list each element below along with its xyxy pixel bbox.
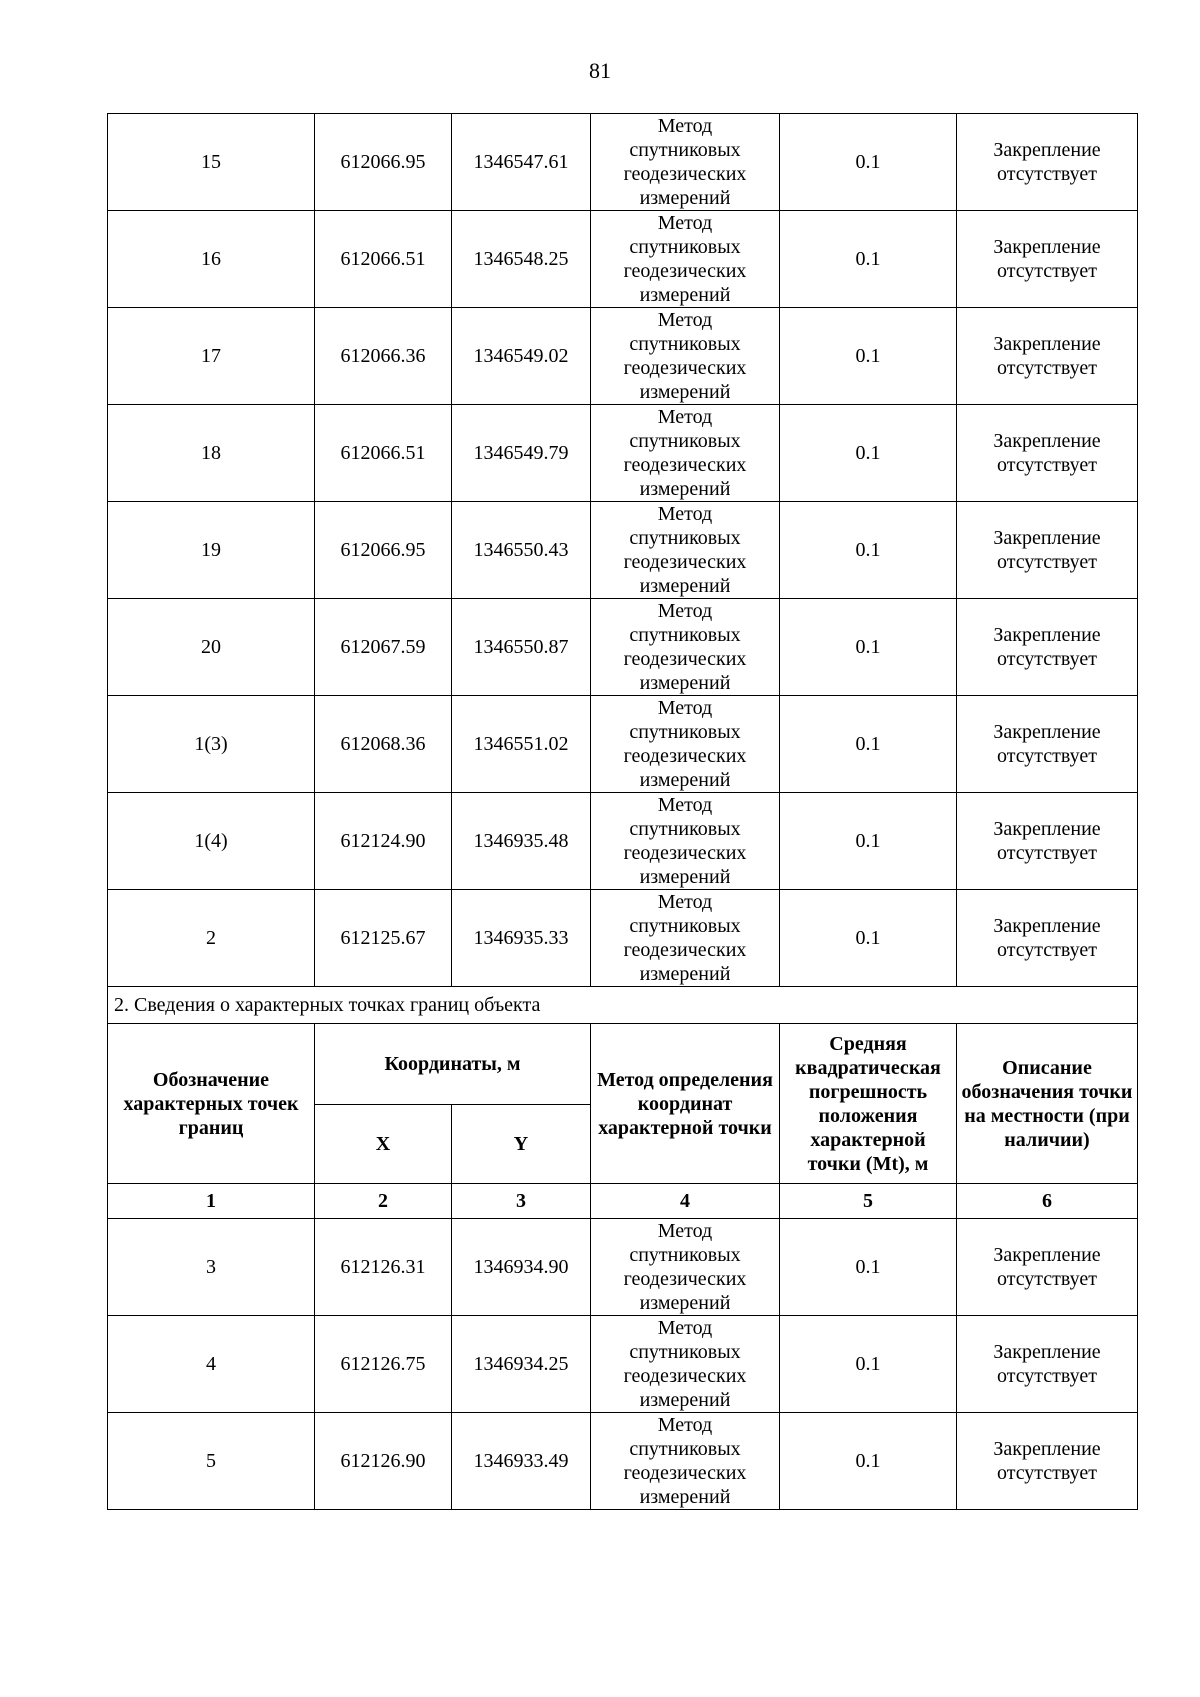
method-text-line: геодезических	[623, 648, 747, 670]
method-text-line: Метод	[657, 794, 713, 816]
fixing-text-line: Закрепление	[993, 333, 1101, 355]
boundary-points-table	[107, 113, 1138, 1510]
method-cell	[591, 1316, 780, 1413]
x-cell: 612126.31	[315, 1219, 452, 1316]
method-cell	[591, 696, 780, 793]
method-text-line: Метод	[657, 891, 713, 913]
mt-cell: 0.1	[780, 696, 957, 793]
method-cell	[591, 502, 780, 599]
fixing-text-line: Закрепление	[993, 1341, 1101, 1363]
fixing-cell	[957, 599, 1138, 696]
point-cell: 18	[108, 405, 315, 502]
fixing-cell	[957, 502, 1138, 599]
method-cell	[591, 1413, 780, 1510]
method-text-line: Метод	[657, 503, 713, 525]
y-cell: 1346549.79	[452, 405, 591, 502]
table-row	[108, 1413, 1138, 1510]
fixing-text-line: отсутствует	[996, 745, 1098, 767]
method-text-line: спутниковых	[629, 236, 741, 258]
method-text-line: спутниковых	[629, 430, 741, 452]
fixing-text-line: Закрепление	[993, 1438, 1101, 1460]
method-text-line: Метод	[657, 1414, 713, 1436]
method-text-line: геодезических	[623, 1462, 747, 1484]
method-cell	[591, 599, 780, 696]
method-text-line: геодезических	[623, 551, 747, 573]
y-cell: 1346548.25	[452, 211, 591, 308]
section-title-row	[108, 987, 1138, 1024]
fixing-cell	[957, 211, 1138, 308]
point-cell: 2	[108, 890, 315, 987]
fixing-cell	[957, 308, 1138, 405]
mt-cell: 0.1	[780, 308, 957, 405]
section-header	[108, 987, 1138, 1219]
header-mean-error: Средняя квадратическая погрешность положения характерной точки (Mt), м	[780, 1024, 957, 1184]
method-text-line: геодезических	[623, 1268, 747, 1290]
table-row	[108, 890, 1138, 987]
method-text-line: измерений	[639, 284, 731, 306]
header-row-top	[108, 1024, 1138, 1105]
fixing-text-line: отсутствует	[996, 357, 1098, 379]
method-text-line: спутниковых	[629, 721, 741, 743]
x-cell: 612126.75	[315, 1316, 452, 1413]
x-cell: 612067.59	[315, 599, 452, 696]
fixing-text-line: отсутствует	[996, 551, 1098, 573]
x-cell: 612066.95	[315, 114, 452, 211]
point-cell: 1(3)	[108, 696, 315, 793]
fixing-text-line: Закрепление	[993, 139, 1101, 161]
y-cell: 1346550.43	[452, 502, 591, 599]
fixing-text-line: отсутствует	[996, 1462, 1098, 1484]
method-text-line: геодезических	[623, 260, 747, 282]
x-cell: 612066.95	[315, 502, 452, 599]
method-text-line: измерений	[639, 963, 731, 985]
method-text-line: измерений	[639, 381, 731, 403]
method-text-line: измерений	[639, 478, 731, 500]
method-cell	[591, 114, 780, 211]
fixing-cell	[957, 793, 1138, 890]
y-cell: 1346935.33	[452, 890, 591, 987]
method-text-line: спутниковых	[629, 1244, 741, 1266]
method-text-line: спутниковых	[629, 915, 741, 937]
point-cell: 1(4)	[108, 793, 315, 890]
fixing-text-line: Закрепление	[993, 527, 1101, 549]
method-cell	[591, 405, 780, 502]
x-cell: 612126.90	[315, 1413, 452, 1510]
fixing-text-line: отсутствует	[996, 260, 1098, 282]
fixing-text-line: отсутствует	[996, 163, 1098, 185]
rows-before-section	[108, 114, 1138, 987]
point-cell: 3	[108, 1219, 315, 1316]
mt-cell: 0.1	[780, 1316, 957, 1413]
fixing-cell	[957, 1413, 1138, 1510]
table-row	[108, 308, 1138, 405]
fixing-text-line: Закрепление	[993, 430, 1101, 452]
method-text-line: Метод	[657, 600, 713, 622]
x-cell: 612124.90	[315, 793, 452, 890]
column-number: 1	[108, 1184, 315, 1219]
x-cell: 612066.36	[315, 308, 452, 405]
y-cell: 1346933.49	[452, 1413, 591, 1510]
method-text-line: Метод	[657, 1317, 713, 1339]
method-text-line: геодезических	[623, 1365, 747, 1387]
point-cell: 4	[108, 1316, 315, 1413]
fixing-text-line: Закрепление	[993, 818, 1101, 840]
method-text-line: геодезических	[623, 357, 747, 379]
y-cell: 1346551.02	[452, 696, 591, 793]
mt-cell: 0.1	[780, 211, 957, 308]
mt-cell: 0.1	[780, 1413, 957, 1510]
point-cell: 5	[108, 1413, 315, 1510]
table-row	[108, 793, 1138, 890]
method-text-line: Метод	[657, 309, 713, 331]
method-cell	[591, 211, 780, 308]
method-text-line: измерений	[639, 866, 731, 888]
method-text-line: измерений	[639, 187, 731, 209]
method-text-line: спутниковых	[629, 527, 741, 549]
table-row	[108, 599, 1138, 696]
mt-cell: 0.1	[780, 599, 957, 696]
method-text-line: спутниковых	[629, 1341, 741, 1363]
method-cell	[591, 793, 780, 890]
fixing-cell	[957, 890, 1138, 987]
header-x: X	[315, 1105, 452, 1184]
point-cell: 19	[108, 502, 315, 599]
method-text-line: Метод	[657, 697, 713, 719]
table-row	[108, 211, 1138, 308]
column-number: 4	[591, 1184, 780, 1219]
header-coordinates: Координаты, м	[315, 1024, 591, 1105]
fixing-cell	[957, 405, 1138, 502]
y-cell: 1346935.48	[452, 793, 591, 890]
method-cell	[591, 1219, 780, 1316]
fixing-cell	[957, 1316, 1138, 1413]
fixing-text-line: отсутствует	[996, 939, 1098, 961]
method-text-line: измерений	[639, 1486, 731, 1508]
fixing-text-line: отсутствует	[996, 842, 1098, 864]
method-text-line: геодезических	[623, 745, 747, 767]
method-text-line: Метод	[657, 212, 713, 234]
y-cell: 1346934.25	[452, 1316, 591, 1413]
column-number: 3	[452, 1184, 591, 1219]
method-text-line: Метод	[657, 1220, 713, 1242]
method-text-line: спутниковых	[629, 139, 741, 161]
fixing-text-line: Закрепление	[993, 721, 1101, 743]
fixing-cell	[957, 1219, 1138, 1316]
method-cell	[591, 890, 780, 987]
table-row	[108, 502, 1138, 599]
method-text-line: Метод	[657, 115, 713, 137]
fixing-text-line: Закрепление	[993, 236, 1101, 258]
x-cell: 612125.67	[315, 890, 452, 987]
mt-cell: 0.1	[780, 502, 957, 599]
header-point-designation: Обозначение характерных точек границ	[108, 1024, 315, 1184]
point-cell: 15	[108, 114, 315, 211]
table-row	[108, 1316, 1138, 1413]
table-row	[108, 405, 1138, 502]
method-cell	[591, 308, 780, 405]
method-text-line: спутниковых	[629, 333, 741, 355]
point-cell: 16	[108, 211, 315, 308]
fixing-text-line: Закрепление	[993, 1244, 1101, 1266]
method-text-line: Метод	[657, 406, 713, 428]
method-text-line: геодезических	[623, 163, 747, 185]
fixing-cell	[957, 114, 1138, 211]
column-number: 6	[957, 1184, 1138, 1219]
column-number: 2	[315, 1184, 452, 1219]
method-text-line: измерений	[639, 769, 731, 791]
method-text-line: геодезических	[623, 454, 747, 476]
x-cell: 612068.36	[315, 696, 452, 793]
y-cell: 1346549.02	[452, 308, 591, 405]
table-row	[108, 696, 1138, 793]
fixing-text-line: Закрепление	[993, 915, 1101, 937]
x-cell: 612066.51	[315, 405, 452, 502]
page-number: 81	[589, 58, 611, 83]
y-cell: 1346550.87	[452, 599, 591, 696]
column-numbers-row	[108, 1184, 1138, 1219]
fixing-text-line: отсутствует	[996, 648, 1098, 670]
table-row	[108, 1219, 1138, 1316]
mt-cell: 0.1	[780, 793, 957, 890]
fixing-text-line: отсутствует	[996, 454, 1098, 476]
mt-cell: 0.1	[780, 890, 957, 987]
fixing-text-line: Закрепление	[993, 624, 1101, 646]
table-row	[108, 114, 1138, 211]
method-text-line: спутниковых	[629, 818, 741, 840]
method-text-line: измерений	[639, 1292, 731, 1314]
method-text-line: геодезических	[623, 939, 747, 961]
fixing-cell	[957, 696, 1138, 793]
header-y: Y	[452, 1105, 591, 1184]
mt-cell: 0.1	[780, 405, 957, 502]
x-cell: 612066.51	[315, 211, 452, 308]
point-cell: 20	[108, 599, 315, 696]
method-text-line: спутниковых	[629, 1438, 741, 1460]
column-number: 5	[780, 1184, 957, 1219]
fixing-text-line: отсутствует	[996, 1268, 1098, 1290]
method-text-line: измерений	[639, 1389, 731, 1411]
y-cell: 1346547.61	[452, 114, 591, 211]
header-description: Описание обозначения точки на местности (при наличии)	[957, 1024, 1138, 1184]
mt-cell: 0.1	[780, 1219, 957, 1316]
method-text-line: измерений	[639, 575, 731, 597]
method-text-line: геодезических	[623, 842, 747, 864]
header-method: Метод определения координат характерной точки	[591, 1024, 780, 1184]
y-cell: 1346934.90	[452, 1219, 591, 1316]
rows-after-section	[108, 1219, 1138, 1510]
mt-cell: 0.1	[780, 114, 957, 211]
point-cell: 17	[108, 308, 315, 405]
method-text-line: измерений	[639, 672, 731, 694]
method-text-line: спутниковых	[629, 624, 741, 646]
section-title: 2. Сведения о характерных точках границ объекта	[108, 987, 1138, 1024]
fixing-text-line: отсутствует	[996, 1365, 1098, 1387]
